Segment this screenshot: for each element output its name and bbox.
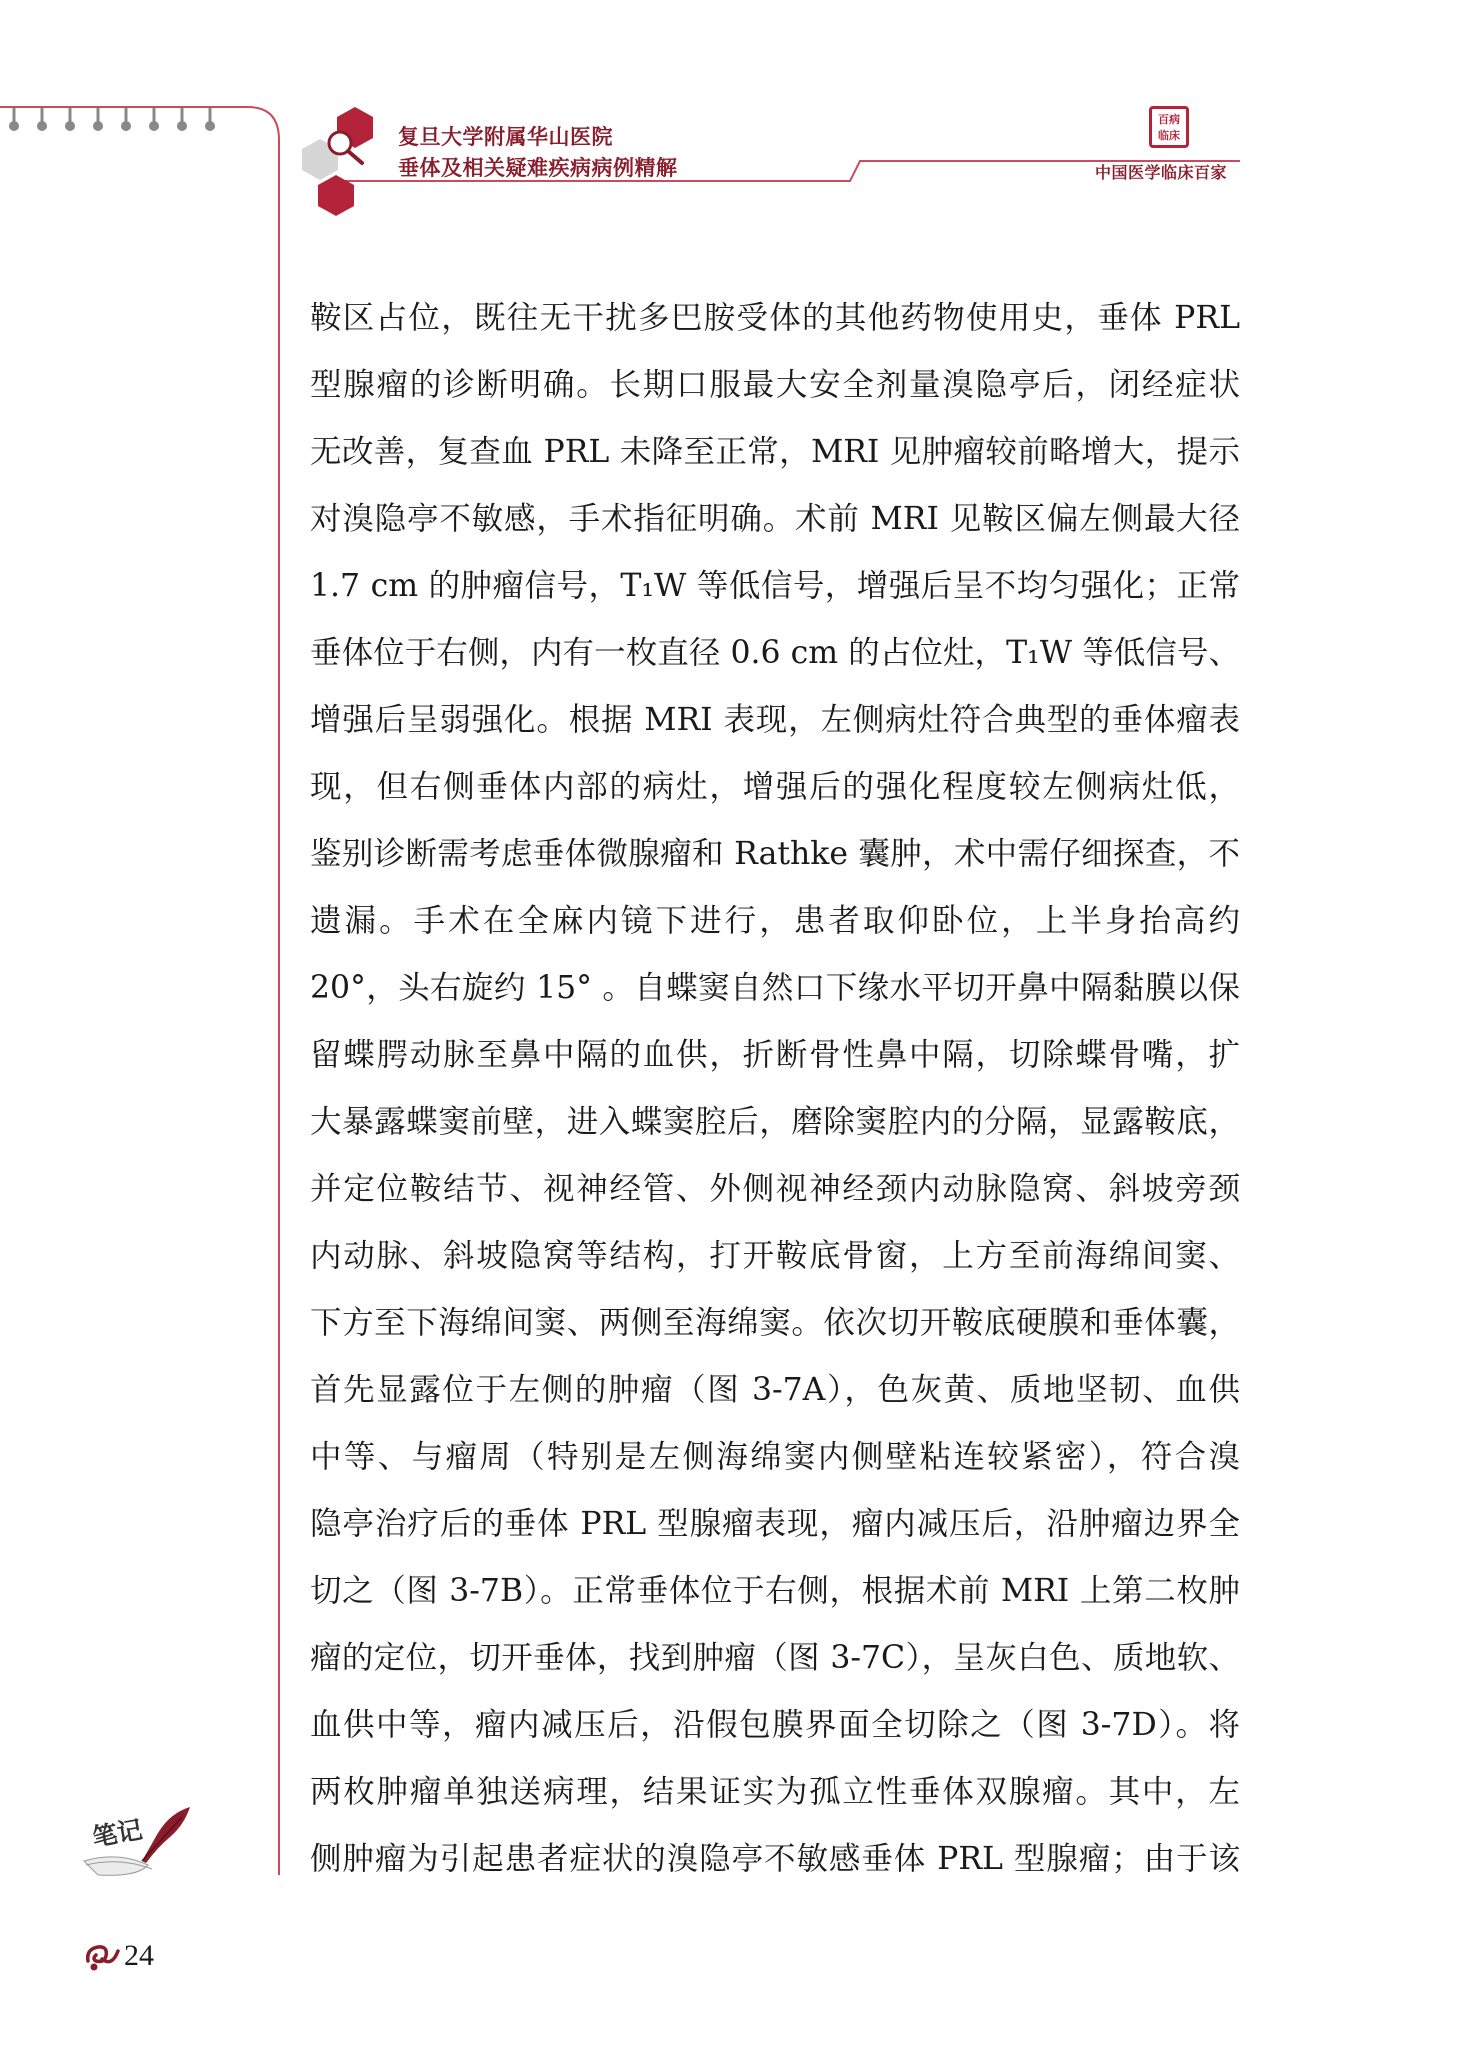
- text-line: 并定位鞍结节、视神经管、外侧视神经颈内动脉隐窝、斜坡旁颈: [310, 1171, 1240, 1207]
- book-title-line2: 垂体及相关疑难疾病病例精解: [398, 156, 678, 180]
- text-line: 两枚肿瘤单独送病理，结果证实为孤立性垂体双腺瘤。其中，左: [310, 1774, 1240, 1810]
- text-line: 首先显露位于左侧的肿瘤（图 3-7A），色灰黄、质地坚韧、血供: [310, 1372, 1240, 1408]
- text-line: 20°，头右旋约 15° 。自蝶窦自然口下缘水平切开鼻中隔黏膜以保: [310, 970, 1240, 1006]
- text-line: 下方至下海绵间窦、两侧至海绵窦。依次切开鞍底硬膜和垂体囊，: [310, 1305, 1240, 1341]
- text-line: 增强后呈弱强化。根据 MRI 表现，左侧病灶符合典型的垂体瘤表: [310, 702, 1240, 738]
- text-line: 隐亭治疗后的垂体 PRL 型腺瘤表现，瘤内减压后，沿肿瘤边界全: [310, 1506, 1240, 1542]
- text-line: 内动脉、斜坡隐窝等结构，打开鞍底骨窗，上方至前海绵间窦、: [310, 1238, 1240, 1274]
- text-line: 大暴露蝶窦前壁，进入蝶窦腔后，磨除窦腔内的分隔，显露鞍底，: [310, 1104, 1240, 1140]
- series-name: 中国医学临床百家: [1095, 163, 1228, 182]
- text-line: 型腺瘤的诊断明确。长期口服最大安全剂量溴隐亭后，闭经症状: [310, 367, 1240, 403]
- text-line: 对溴隐亭不敏感，手术指征明确。术前 MRI 见鞍区偏左侧最大径: [310, 501, 1240, 537]
- text-line: 切之（图 3-7B）。正常垂体位于右侧，根据术前 MRI 上第二枚肿: [310, 1573, 1240, 1609]
- text-line: 鞍区占位，既往无干扰多巴胺受体的其他药物使用史，垂体 PRL: [310, 300, 1240, 336]
- text-line: 现，但右侧垂体内部的病灶，增强后的强化程度较左侧病灶低，: [310, 769, 1240, 805]
- text-line: 侧肿瘤为引起患者症状的溴隐亭不敏感垂体 PRL 型腺瘤；由于该: [310, 1841, 1240, 1877]
- text-line: 鉴别诊断需考虑垂体微腺瘤和 Rathke 囊肿，术中需仔细探查，不: [310, 836, 1240, 872]
- book-title: [398, 122, 678, 184]
- text-line: 中等、与瘤周（特别是左侧海绵窦内侧壁粘连较紧密），符合溴: [310, 1439, 1240, 1475]
- text-line: 1.7 cm 的肿瘤信号，T₁W 等低信号，增强后呈不均匀强化；正常: [310, 568, 1240, 604]
- book-title-line1: 复旦大学附属华山医院: [398, 125, 613, 149]
- text-line: 遗漏。手术在全麻内镜下进行，患者取仰卧位，上半身抬高约: [310, 903, 1240, 939]
- body-text: [310, 292, 1240, 1900]
- hexagon-logo-icon: [302, 107, 373, 216]
- text-line: 瘤的定位，切开垂体，找到肿瘤（图 3-7C），呈灰白色、质地软、: [310, 1640, 1240, 1676]
- seal-line1: 百病: [1158, 113, 1180, 126]
- page-number: 24: [124, 1939, 154, 1972]
- ornament-icon: [84, 1939, 120, 1973]
- margin-rule: [278, 140, 280, 1875]
- notes-label: 笔记: [90, 1814, 145, 1853]
- header-decoration: [0, 95, 1457, 225]
- seal-line2: 临床: [1158, 129, 1180, 142]
- page-footer: [84, 1936, 154, 1976]
- text-line: 留蝶腭动脉至鼻中隔的血供，折断骨性鼻中隔，切除蝶骨嘴，扩: [310, 1037, 1240, 1073]
- text-line: 血供中等，瘤内减压后，沿假包膜界面全切除之（图 3-7D）。将: [310, 1707, 1240, 1743]
- text-line: 无改善，复查血 PRL 未降至正常，MRI 见肿瘤较前略增大，提示: [310, 434, 1240, 470]
- series-seal-icon: [1149, 106, 1189, 148]
- text-line: 垂体位于右侧，内有一枚直径 0.6 cm 的占位灶，T₁W 等低信号、: [310, 635, 1240, 671]
